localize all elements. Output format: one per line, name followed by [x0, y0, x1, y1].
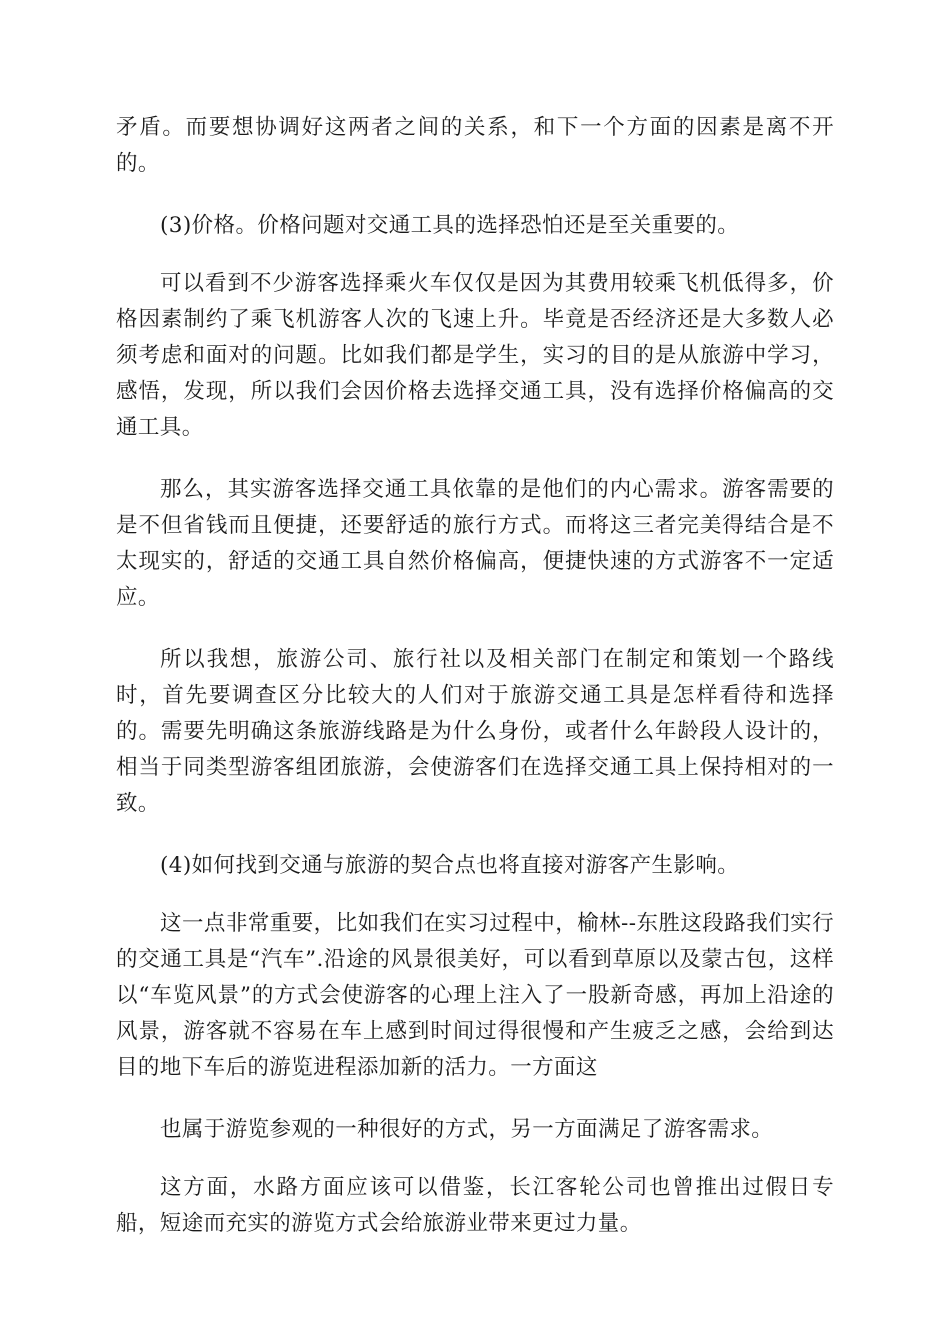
paragraph-inner-needs: 那么，其实游客选择交通工具依靠的是他们的内心需求。游客需要的是不但省钱而且便捷，还要舒适的旅行方式。而将这三者完美得结合是不太现实的，舒适的交通工具自然价格偏高，便捷快速的方式游客不一定适应。 — [116, 477, 834, 610]
paragraph-continuation: 矛盾。而要想协调好这两者之间的关系，和下一个方面的因素是离不开的。 — [116, 115, 834, 176]
paragraph-waterway: 这方面，水路方面应该可以借鉴，长江客轮公司也曾推出过假日专船，短途而充实的游览方式会给旅游业带来更过力量。 — [116, 1175, 834, 1236]
paragraph-integration-heading: (4)如何找到交通与旅游的契合点也将直接对游客产生影响。 — [160, 853, 740, 878]
paragraph-tourist-needs: 也属于游览参观的一种很好的方式，另一方面满足了游客需求。 — [160, 1117, 774, 1142]
document-body — [116, 110, 834, 1268]
paragraph-price-heading: (3)价格。价格问题对交通工具的选择恐怕还是至关重要的。 — [160, 213, 740, 238]
paragraph-planning: 所以我想，旅游公司、旅行社以及相关部门在制定和策划一个路线时，首先要调查区分比较大的人们对于旅游交通工具是怎样看待和选择的。需要先明确这条旅游线路是为什么身份，或者什么年龄段人设计的，相当于同类型游客组团旅游，会使游客们在选择交通工具上保持相对的一致。 — [116, 647, 834, 816]
paragraph-price-detail: 可以看到不少游客选择乘火车仅仅是因为其费用较乘飞机低得多，价格因素制约了乘飞机游客人次的飞速上升。毕竟是否经济还是大多数人必须考虑和面对的问题。比如我们都是学生，实习的目的是从旅游中学习，感悟，发现，所以我们会因价格去选择交通工具，没有选择价格偏高的交通工具。 — [116, 271, 834, 440]
paragraph-example: 这一点非常重要，比如我们在实习过程中，榆林--东胜这段路我们实行的交通工具是“汽车”.沿途的风景很美好，可以看到草原以及蒙古包，这样以“车览风景”的方式会使游客的心理上注入了一股新奇感，再加上沿途的风景，游客就不容易在车上感到时间过得很慢和产生疲乏之感，会给到达目的地下车后的游览进程添加新的活力。一方面这 — [116, 911, 834, 1080]
